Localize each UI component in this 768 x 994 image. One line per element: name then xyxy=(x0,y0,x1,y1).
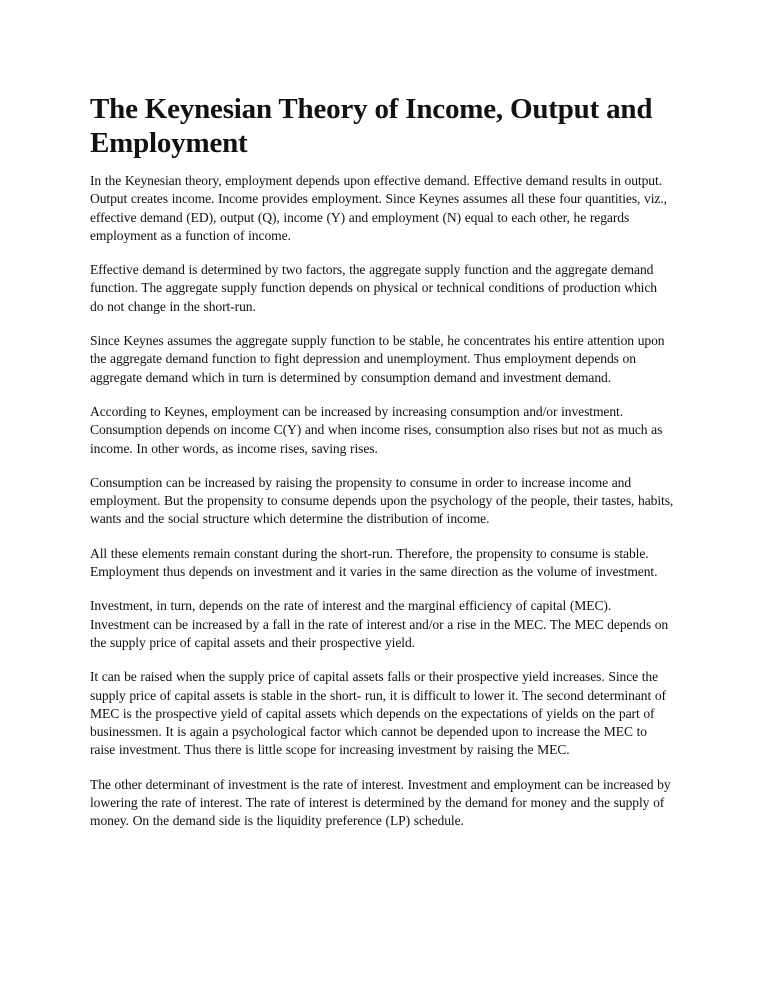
paragraph-1: In the Keynesian theory, employment depends upon effective demand. Effective demand results in output. Output creates income. Income provides employment. Since Keynes assumes all these four quantities, viz., effective demand (ED), output (Q), income (Y) and employment (N) equal to each other, he regards employment as a function of income. xyxy=(90,173,667,243)
paragraph-3: Since Keynes assumes the aggregate supply function to be stable, he concentrates his entire attention upon the aggregate demand function to fight depression and unemployment. Thus employment depends on aggregate demand which in turn is determined by consumption demand and investment demand. xyxy=(90,333,665,385)
document-page xyxy=(90,92,674,847)
paragraph-7: Investment, in turn, depends on the rate of interest and the marginal efficiency of capital (MEC). Investment can be increased by a fall in the rate of interest and/or a rise in the MEC. The MEC depends on the supply price of capital assets and their prospective yield. xyxy=(90,598,669,650)
paragraph-2: Effective demand is determined by two factors, the aggregate supply function and the aggregate demand function. The aggregate supply function depends on physical or technical conditions of production which do not change in the short-run. xyxy=(90,262,657,314)
paragraph-5: Consumption can be increased by raising the propensity to consume in order to increase income and employment. But the propensity to consume depends upon the psychology of the people, their tastes, habits, wants and the social structure which determine the distribution of income. xyxy=(90,474,674,527)
paragraph-9: The other determinant of investment is the rate of interest. Investment and employment can be increased by lowering the rate of interest. The rate of interest is determined by the demand for money and the supply of money. On the demand side is the liquidity preference (LP) schedule. xyxy=(90,776,671,829)
paragraph-4: According to Keynes, employment can be increased by increasing consumption and/or investment. Consumption depends on income C(Y) and when income rises, consumption also rises but not as much as income. In other words, as income rises, saving rises. xyxy=(90,403,663,456)
paragraph-6: All these elements remain constant during the short-run. Therefore, the propensity to consume is stable. Employment thus depends on investment and it varies in the same direction as the volume of investment. xyxy=(90,545,658,580)
document-title: The Keynesian Theory of Income, Output and Employment xyxy=(90,93,653,159)
paragraph-8: It can be raised when the supply price of capital assets falls or their prospective yield increases. Since the supply price of capital assets is stable in the short- run, it is difficult to lower it. The second determinant of MEC is the prospective yield of capital assets which depends on the expectations of yields on the part of businessmen. It is again a psychological factor which cannot be depended upon to increase the MEC to raise investment. Thus there is little scope for increasing investment by raising the MEC. xyxy=(90,669,666,758)
